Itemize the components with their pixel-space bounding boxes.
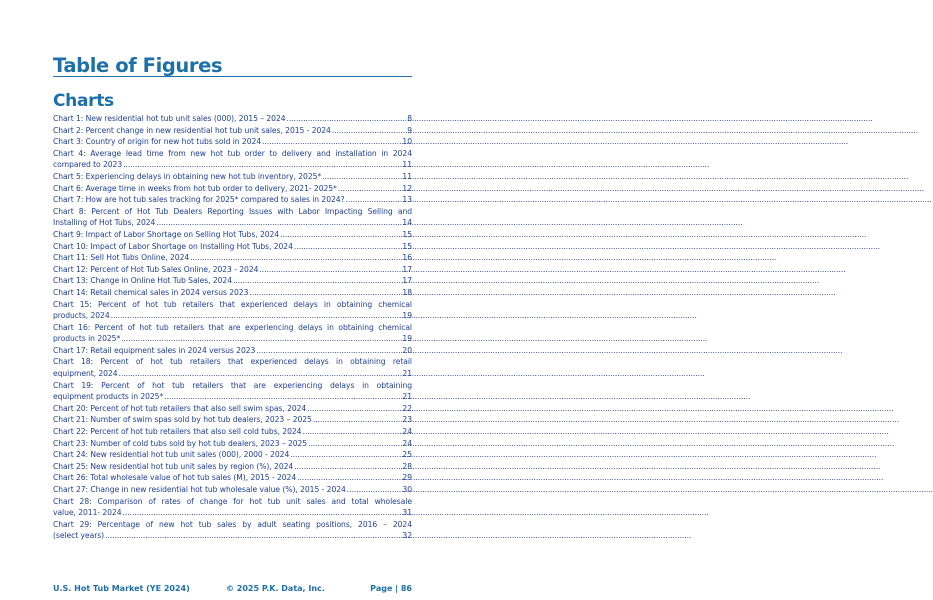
toc-entry-row	[53, 194, 412, 206]
toc-entry-page-number: 8	[407, 114, 412, 123]
toc-entry-chart-6[interactable]	[53, 183, 412, 195]
title-underline	[53, 76, 412, 77]
toc-entry-caption: Chart 13: Change in Online Hot Tub Sales, 2024	[53, 276, 232, 286]
toc-entry-caption: Chart 23: Number of cold tubs sold by hot tub dealers, 2023 – 2025	[53, 438, 308, 448]
toc-entry-page-number: 11	[402, 160, 412, 170]
toc-entry-chart-24[interactable]	[53, 449, 412, 461]
dot-leader	[123, 507, 402, 519]
footer-report-title: U.S. Hot Tub Market (YE 2024)	[53, 584, 190, 593]
toc-entry-text-line: Chart 4: Average lead time from new hot tub order to delivery and installation in 2024	[53, 148, 412, 158]
toc-entry-chart-28[interactable]	[53, 496, 412, 519]
toc-entry-caption: Chart 25: New residential hot tub unit sales by region (%), 2024	[53, 461, 294, 471]
toc-entry-chart-12[interactable]	[53, 264, 412, 276]
dot-leader	[123, 159, 401, 171]
toc-entry-row	[53, 484, 412, 496]
dot-leader	[262, 136, 401, 148]
dot-leader	[290, 449, 401, 461]
dot-leader	[256, 345, 401, 357]
toc-entry-row	[53, 333, 412, 345]
dot-leader	[347, 484, 402, 496]
toc-entry-chart-29[interactable]	[53, 519, 412, 542]
dot-leader	[308, 438, 401, 450]
toc-entry-page-number: 30	[402, 485, 412, 494]
toc-entry-chart-3[interactable]	[53, 136, 412, 148]
toc-entry-page-number: 10	[402, 137, 412, 147]
toc-entry-chart-11[interactable]	[53, 252, 412, 264]
toc-entry-page-number: 25	[402, 450, 412, 460]
toc-entry-caption: Chart 20: Percent of hot tub retailers that also sell swim spas, 2024	[53, 403, 307, 413]
dot-leader	[156, 217, 401, 229]
dot-leader	[313, 414, 402, 426]
toc-entry-chart-5[interactable]	[53, 171, 412, 183]
toc-entry-text-line: Chart 28: Comparison of rates of change for hot tub unit sales and total wholesale	[53, 496, 412, 506]
toc-entry-chart-25[interactable]	[53, 461, 412, 473]
toc-entry-row	[53, 438, 412, 450]
toc-entry-row	[53, 461, 412, 473]
toc-entry-page-number: 17	[402, 264, 412, 274]
dot-leader	[332, 125, 406, 137]
dot-leader	[302, 426, 401, 438]
toc-entry-row	[53, 310, 412, 322]
toc-entry-caption: Chart 10: Impact of Labor Shortage on Installing Hot Tubs, 2024	[53, 241, 293, 251]
toc-entry-caption: Chart 6: Average time in weeks from hot tub order to delivery, 2021- 2025*	[53, 183, 337, 193]
toc-entry-page-number: 23	[402, 415, 412, 425]
toc-entry-chart-2[interactable]	[53, 125, 412, 137]
toc-entry-page-number: 15	[402, 241, 412, 251]
toc-entry-page-number: 16	[402, 253, 412, 263]
toc-entry-page-number: 29	[402, 473, 412, 483]
dot-leader	[259, 264, 401, 276]
dot-leader	[105, 530, 401, 542]
toc-entry-caption: Chart 26: Total wholesale value of hot tub sales (M), 2015 - 2024	[53, 473, 297, 483]
toc-entry-caption: compared to 2023	[53, 160, 123, 170]
toc-entry-chart-10[interactable]	[53, 241, 412, 253]
toc-entry-row	[53, 472, 412, 484]
toc-entry-caption: Chart 7: How are hot tub sales tracking for 2025* compared to sales in 2024?	[53, 195, 345, 205]
toc-entry-text-line: Chart 19: Percent of hot tub retailers that are experiencing delays in obtaining	[53, 380, 412, 390]
toc-entry-row	[53, 530, 412, 542]
toc-entry-caption: Chart 22: Percent of hot tub retailers that also sell cold tubs, 2024	[53, 427, 302, 437]
toc-entry-chart-4[interactable]	[53, 148, 412, 171]
toc-entry-page-number: 9	[407, 125, 412, 135]
toc-entry-caption: Chart 5: Experiencing delays in obtaining new hot tub inventory, 2025*	[53, 171, 322, 181]
toc-entry-caption: Chart 14: Retail chemical sales in 2024 versus 2023	[53, 287, 249, 297]
toc-entry-chart-7[interactable]	[53, 194, 412, 206]
toc-entry-text-line: Chart 16: Percent of hot tub retailers that are experiencing delays in obtaining chemical	[53, 322, 412, 332]
toc-entry-chart-13[interactable]	[53, 275, 412, 287]
page-footer	[53, 584, 412, 596]
toc-entry-caption: Chart 2: Percent change in new residential hot tub unit sales, 2015 - 2024	[53, 125, 331, 135]
dot-leader	[294, 241, 402, 253]
toc-entry-chart-9[interactable]	[53, 229, 412, 241]
toc-entry-page-number: 15	[402, 229, 412, 239]
toc-entry-caption: equipment, 2024	[53, 369, 118, 379]
toc-entry-chart-26[interactable]	[53, 472, 412, 484]
toc-entry-page-number: 28	[402, 461, 412, 471]
section-heading: Charts	[53, 91, 114, 111]
toc-entry-caption: Chart 27: Change in new residential hot tub wholesale value (%), 2015 - 2024	[53, 485, 346, 494]
toc-entry-caption: products in 2025*	[53, 334, 121, 344]
toc-entry-page-number: 14	[402, 218, 412, 228]
toc-entry-caption: Chart 17: Retail equipment sales in 2024 versus 2023	[53, 345, 256, 355]
toc-entry-caption: value, 2011- 2024	[53, 508, 122, 518]
toc-entry-text-line: Chart 29: Percentage of new hot tub sales by adult seating positions, 2016 – 2024	[53, 519, 412, 529]
toc-entry-row	[53, 183, 412, 195]
toc-entry-page-number: 12	[402, 183, 412, 193]
document-page	[0, 0, 462, 600]
toc-entry-row	[53, 275, 412, 287]
toc-entry-row	[53, 287, 412, 299]
dot-leader	[280, 229, 401, 241]
toc-entry-row	[53, 345, 412, 357]
toc-entry-caption: products, 2024	[53, 311, 110, 321]
toc-entry-chart-20[interactable]	[53, 403, 412, 415]
toc-entry-chart-18[interactable]	[53, 356, 412, 379]
dot-leader	[190, 252, 401, 264]
toc-entry-chart-16[interactable]	[53, 322, 412, 345]
toc-entry-row	[53, 368, 412, 380]
toc-entry-row	[53, 217, 412, 229]
dot-leader	[338, 183, 402, 195]
toc-entry-chart-27[interactable]	[53, 484, 412, 496]
toc-entry-chart-22[interactable]	[53, 426, 412, 438]
toc-entry-page-number: 32	[402, 531, 412, 541]
toc-entry-text-line: Chart 18: Percent of hot tub retailers that experienced delays in obtaining retail	[53, 357, 412, 367]
toc-entry-page-number: 19	[402, 311, 412, 321]
toc-entry-row	[53, 414, 412, 426]
toc-entry-page-number: 31	[402, 508, 412, 518]
toc-entry-row	[53, 264, 412, 276]
toc-entry-row	[53, 252, 412, 264]
toc-entry-caption: Chart 12: Percent of Hot Tub Sales Online, 2023 - 2024	[53, 264, 259, 274]
dot-leader	[346, 194, 402, 206]
toc-entry-page-number: 24	[402, 438, 412, 448]
toc-entry-caption: equipment products in 2025*	[53, 392, 164, 402]
toc-entry-row	[53, 426, 412, 438]
toc-entry-page-number: 22	[402, 403, 412, 413]
toc-entry-page-number: 18	[402, 287, 412, 297]
toc-entry-caption: Chart 24: New residential hot tub unit sales (000), 2000 - 2024	[53, 450, 290, 460]
footer-copyright: © 2025 P.K. Data, Inc.	[226, 584, 325, 593]
dot-leader	[322, 171, 401, 183]
toc-entry-chart-15[interactable]	[53, 299, 412, 322]
toc-entry-row	[53, 125, 412, 137]
dot-leader	[121, 333, 401, 345]
toc-entry-text-line: Chart 15: Percent of hot tub retailers that experienced delays in obtaining chemical	[53, 299, 412, 309]
dot-leader	[111, 310, 402, 322]
toc-entry-chart-19[interactable]	[53, 380, 412, 403]
toc-entry-caption: Chart 1: New residential hot tub unit sales (000), 2015 – 2024	[53, 114, 286, 123]
table-of-figures-list	[53, 113, 412, 542]
toc-entry-chart-1[interactable]	[53, 113, 412, 125]
footer-page-number: Page | 86	[370, 584, 412, 593]
toc-entry-page-number: 24	[402, 427, 412, 437]
toc-entry-chart-23[interactable]	[53, 438, 412, 450]
toc-entry-caption: Installing of Hot Tubs, 2024	[53, 218, 156, 228]
toc-entry-caption: (select years)	[53, 531, 105, 541]
toc-entry-row	[53, 241, 412, 253]
toc-entry-chart-17[interactable]	[53, 345, 412, 357]
toc-entry-caption: Chart 21: Number of swim spas sold by hot tub dealers, 2023 – 2025	[53, 415, 312, 425]
toc-entry-row	[53, 159, 412, 171]
dot-leader	[294, 461, 401, 473]
dot-leader	[119, 368, 402, 380]
toc-entry-row	[53, 449, 412, 461]
toc-entry-row	[53, 113, 412, 125]
toc-entry-row	[53, 391, 412, 403]
dot-leader	[233, 275, 401, 287]
toc-entry-caption: Chart 3: Country of origin for new hot tubs sold in 2024	[53, 137, 262, 147]
dot-leader	[287, 113, 407, 125]
dot-leader	[249, 287, 401, 299]
toc-entry-row	[53, 403, 412, 415]
toc-entry-caption: Chart 11: Sell Hot Tubs Online, 2024	[53, 253, 190, 263]
toc-entry-page-number: 13	[402, 195, 412, 205]
toc-entry-page-number: 21	[402, 369, 412, 379]
toc-entry-row	[53, 507, 412, 519]
dot-leader	[164, 391, 401, 403]
toc-entry-row	[53, 171, 412, 183]
dot-leader	[307, 403, 401, 415]
dot-leader	[297, 472, 401, 484]
toc-entry-text-line: Chart 8: Percent of Hot Tub Dealers Reporting Issues with Labor Impacting Selling and	[53, 206, 412, 216]
toc-entry-chart-21[interactable]	[53, 414, 412, 426]
toc-entry-row	[53, 136, 412, 148]
toc-entry-caption: Chart 9: Impact of Labor Shortage on Selling Hot Tubs, 2024	[53, 229, 280, 239]
toc-entry-row	[53, 229, 412, 241]
toc-entry-page-number: 11	[402, 171, 412, 181]
toc-entry-chart-8[interactable]	[53, 206, 412, 229]
toc-entry-page-number: 20	[402, 345, 412, 355]
toc-entry-page-number: 17	[402, 276, 412, 286]
toc-entry-page-number: 19	[402, 334, 412, 344]
toc-entry-page-number: 21	[402, 392, 412, 402]
page-title: Table of Figures	[53, 54, 223, 77]
toc-entry-chart-14[interactable]	[53, 287, 412, 299]
